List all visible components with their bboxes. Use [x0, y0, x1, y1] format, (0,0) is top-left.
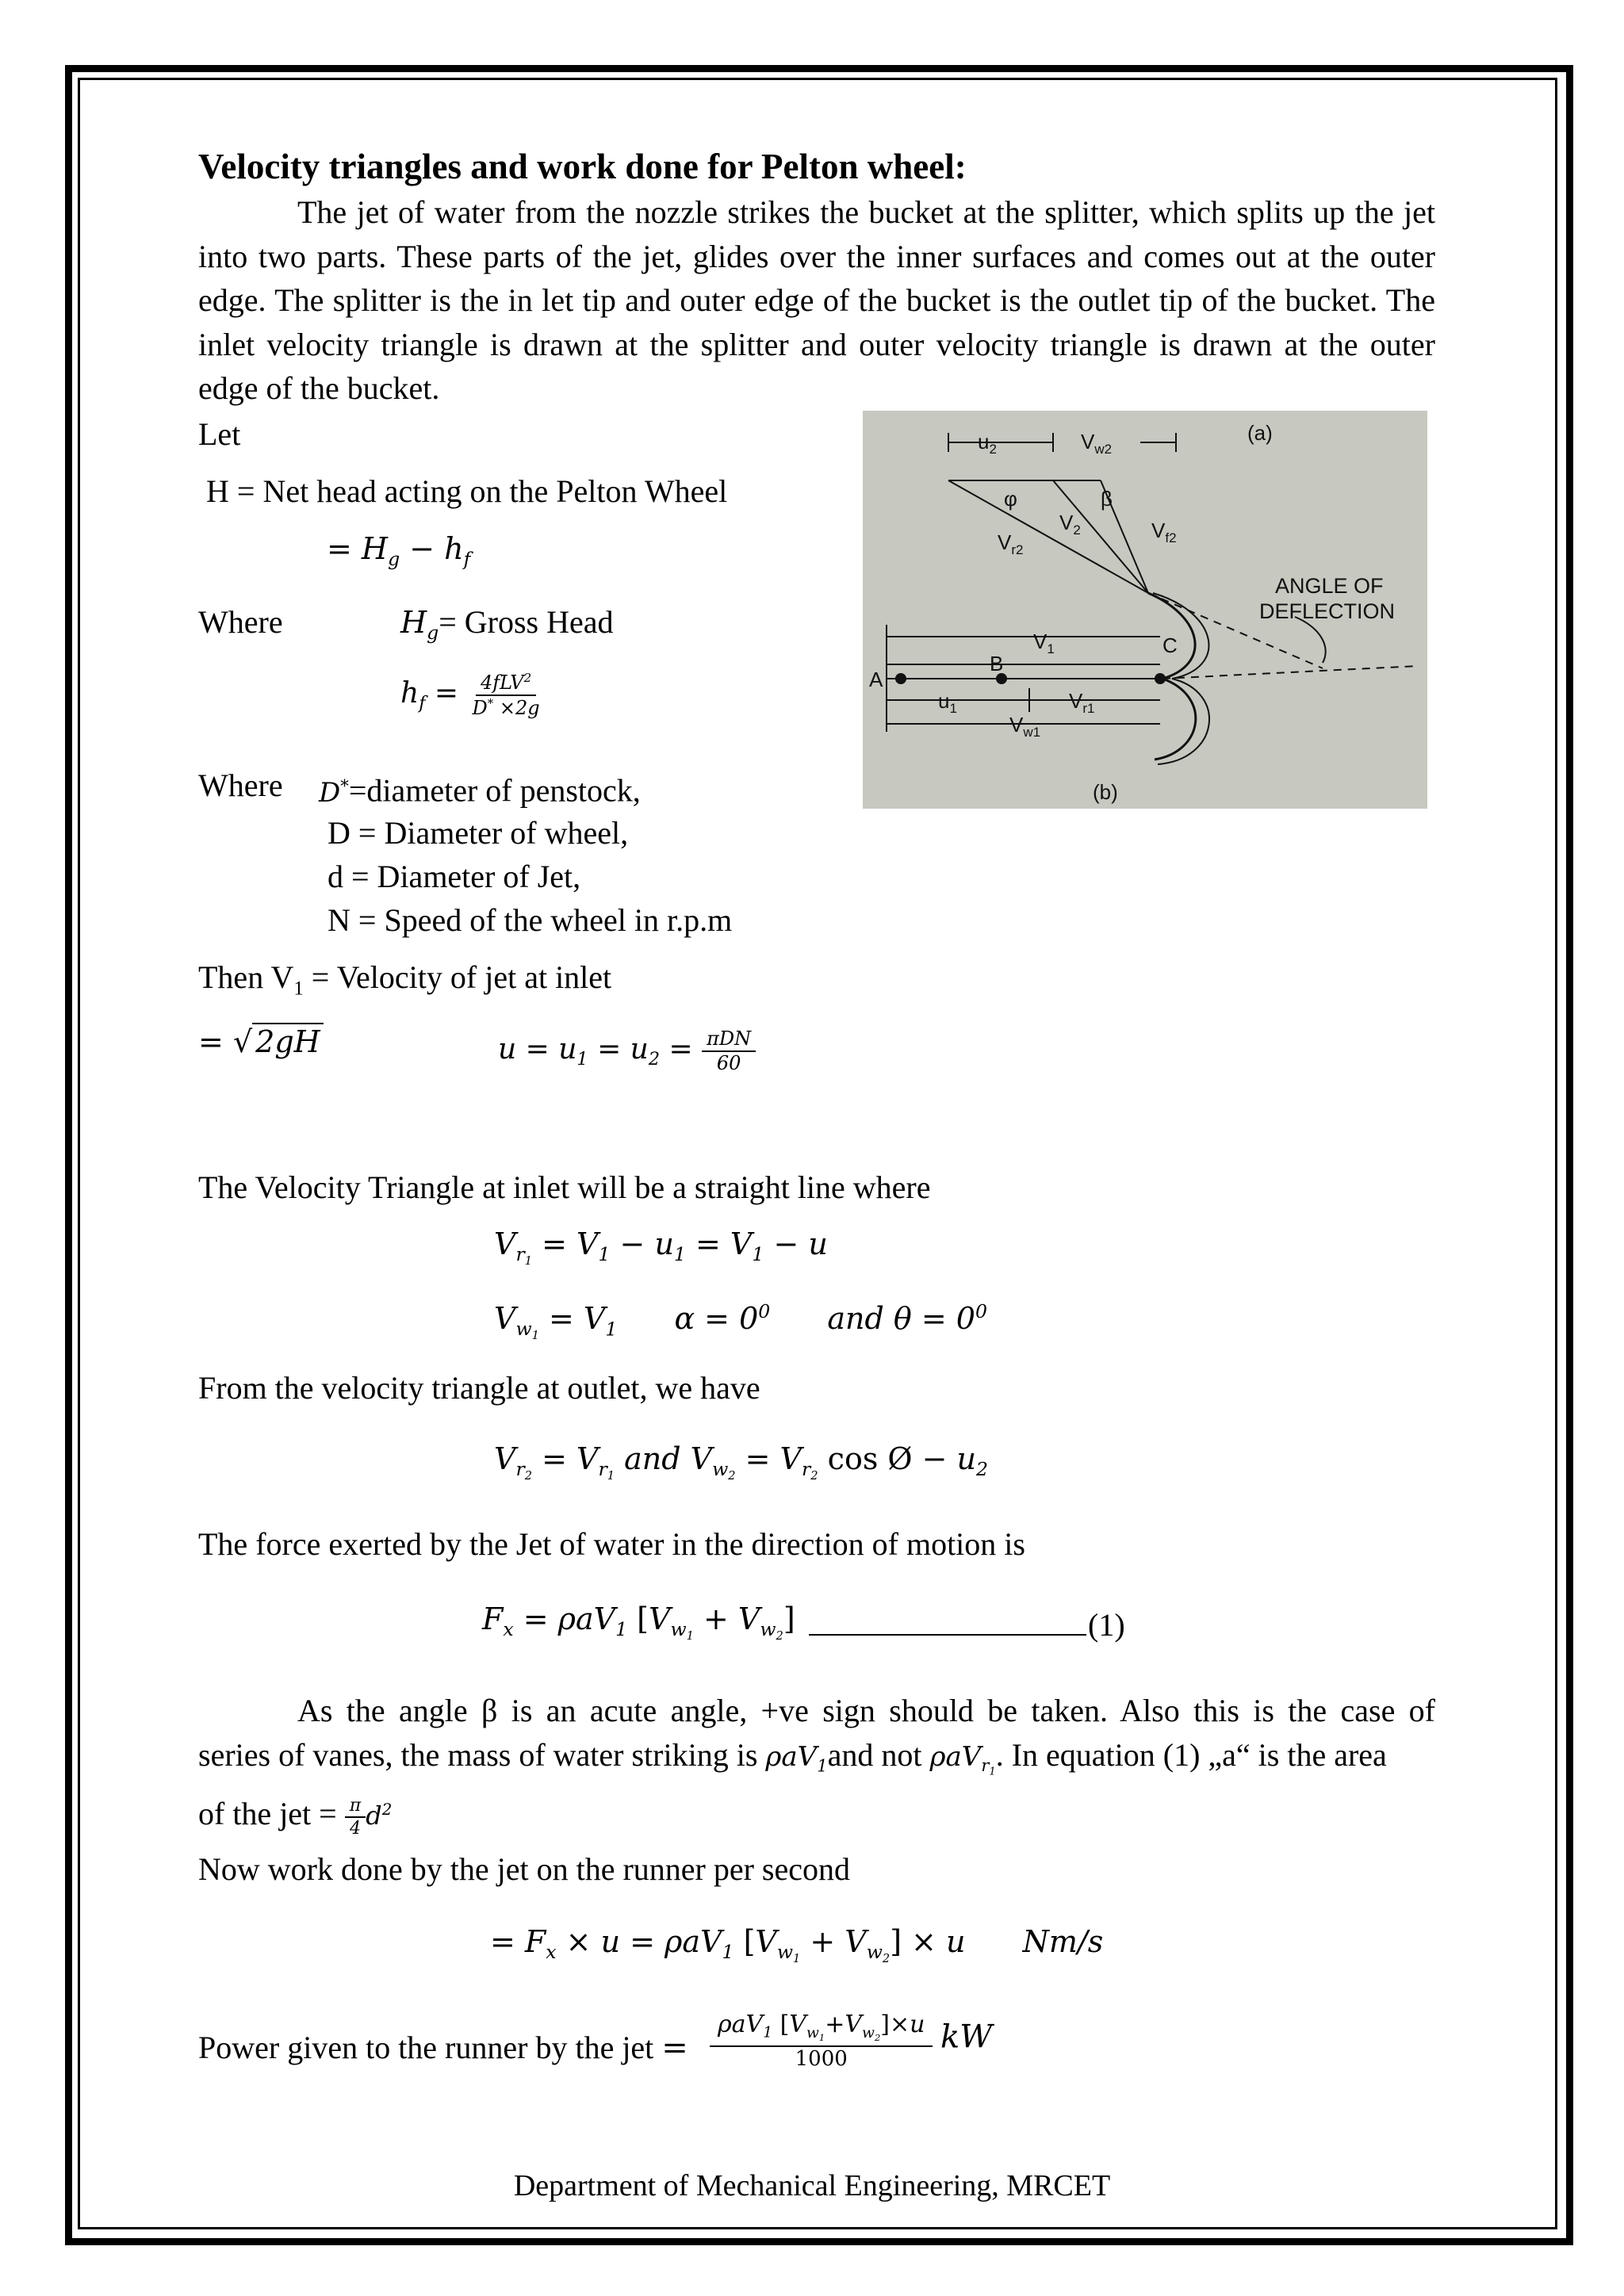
inlet-triangle-text: The Velocity Triangle at inlet will be a straight line where: [198, 1169, 931, 1205]
power-text: Power given to the runner by the jet: [198, 2030, 654, 2065]
figure-label-b: (b): [1093, 780, 1118, 804]
equation-rule: [809, 1634, 1086, 1636]
velocity-triangle-figure: [863, 411, 1427, 809]
net-head-eq-lhs: = H: [327, 531, 389, 566]
wheel-diameter-definition: D = Diameter of wheel,: [327, 815, 629, 851]
equation-number: (1): [1088, 1607, 1125, 1643]
force-equation: $F_x = \rho aV_1$ $[V_{w_1} + V_{w_2}]$: [482, 1601, 795, 1644]
svg-text:Vf2: $V_{f2}$: [1151, 519, 1177, 545]
where-label-2: Where: [198, 767, 283, 803]
penstock-diameter-label: =diameter of penstock,: [348, 772, 641, 809]
inlet-relative-velocity-equation: $V_{r_1} = V_1 - u_1 = V_1 - u$: [494, 1226, 828, 1269]
power-line: Power given to the runner by the jet =: [198, 2030, 688, 2066]
outlet-triangle-text: From the velocity triangle at outlet, we have: [198, 1370, 760, 1406]
svg-text:Vr1: $V_{r1}$: [1069, 689, 1095, 716]
deflection-label-2: DEFLECTION: [1259, 599, 1396, 623]
where-label-1: Where: [198, 604, 283, 640]
gross-head-label: = Gross Head: [439, 604, 614, 640]
head-loss-equation: $h_f$ = $\frac{4fLV^2}{D^* \times 2g}$: [400, 671, 540, 720]
svg-text:Vw1: $V_{w1}$: [1009, 713, 1041, 740]
svg-text:u1: $u_1$: [938, 689, 957, 716]
point-c-label: C: [1162, 633, 1178, 657]
jet-area-line: of the jet = $\frac{\pi}{4}$ $d^2$: [198, 1795, 393, 1839]
page-title: Velocity triangles and work done for Pelton wheel:: [198, 147, 967, 186]
jet-velocity-sub: 1: [293, 978, 304, 1000]
svg-text:φ: φ: [1004, 487, 1017, 511]
inlet-whirl-velocity-equation: $V_{w_1} = V_1$ $\alpha = 0^0$ and $\theta = 0^0$: [494, 1300, 987, 1343]
jet-velocity-equation: = √ 2gH: [198, 1023, 324, 1059]
power-unit: kW: [940, 2019, 993, 2056]
deflection-label-1: ANGLE OF: [1275, 574, 1384, 598]
work-done-text: Now work done by the jet on the runner per second: [198, 1851, 850, 1887]
jet-area-text: of the jet =: [198, 1795, 337, 1831]
peripheral-speed-equation: $u = u_1 = u_2$ = $\frac{\text{πDN}}{60}$: [498, 1029, 756, 1073]
point-a-label: A: [869, 668, 883, 691]
svg-text:Vw2: $V_{w2}$: [1081, 430, 1113, 457]
svg-text:β: β: [1101, 487, 1113, 511]
svg-text:Vr2: $V_{r2}$: [998, 530, 1024, 557]
intro-paragraph: The jet of water from the nozzle strikes the bucket at the splitter, which splits up the jet into two parts. These parts of the jet, glides over the inner surfaces and comes out at the outer edge. The splitter is the in let tip and outer edge of the bucket is the outlet tip of the bucket. The inlet velocity triangle is drawn at the splitter and outer velocity triangle is drawn at the outer edge of the bucket.: [198, 194, 1435, 406]
outlet-velocity-equation: $V_{r_2} = V_{r_1}$ and $V_{w_2} = V_{r_2}$ cos Ø − $u_2$: [494, 1441, 989, 1483]
force-text: The force exerted by the Jet of water in the direction of motion is: [198, 1526, 1025, 1562]
speed-definition: N = Speed of the wheel in r.p.m: [327, 902, 733, 938]
net-head-definition: H = Net head acting on the Pelton Wheel: [206, 473, 728, 509]
net-head-equation: = $H_g - h_f$: [327, 531, 471, 571]
penstock-diameter-definition: D*=diameter of penstock,: [319, 772, 641, 809]
page-footer: Department of Mechanical Engineering, MRCET: [513, 2169, 1111, 2202]
figure-label-a: (a): [1247, 421, 1273, 445]
mass-text-a: series of vanes, the mass of water striking is: [198, 1737, 758, 1773]
svg-text:V1: $V_1$: [1033, 629, 1055, 656]
gross-head-definition: $H_g=$ Gross Head: [400, 604, 614, 645]
acute-angle-line-1: As the angle β is an acute angle, +ve sign should be taken. Also this is the case of: [297, 1693, 1435, 1728]
acute-angle-line-2: series of vanes, the mass of water striking is ρaV$_1$and not ρaV$_{r_1}$. In equation (1) „a“ is the area: [198, 1737, 1387, 1778]
jet-diameter-definition: d = Diameter of Jet,: [327, 859, 581, 894]
power-equation: $\frac{\rho aV_1 [V_{w_1}+V_{w_2}]\times u}{1000}$ kW: [710, 2012, 992, 2070]
point-b-label: B: [990, 652, 1004, 675]
velocity-triangle-diagram: [863, 411, 1427, 809]
jet-velocity-rest: = Velocity of jet at inlet: [303, 959, 612, 995]
svg-text:V2: $V_2$: [1059, 511, 1081, 538]
mass-text-b: and not: [827, 1737, 922, 1773]
svg-text:u2: $u_2$: [978, 430, 997, 457]
jet-velocity-definition: [198, 955, 611, 1012]
work-unit: Nm/s: [1022, 1924, 1104, 1959]
equation-number-line: [809, 1603, 1125, 1647]
mass-text-c: . In equation (1) „a“ is the area: [995, 1737, 1387, 1773]
work-done-equation: = $F_x \times u = \rho aV_1$ $[V_{w_1} + V_{w_2}] \times u$ Nm/s: [490, 1924, 1104, 1966]
let-label: Let: [198, 416, 241, 452]
jet-velocity-prefix: Then V: [198, 959, 294, 995]
